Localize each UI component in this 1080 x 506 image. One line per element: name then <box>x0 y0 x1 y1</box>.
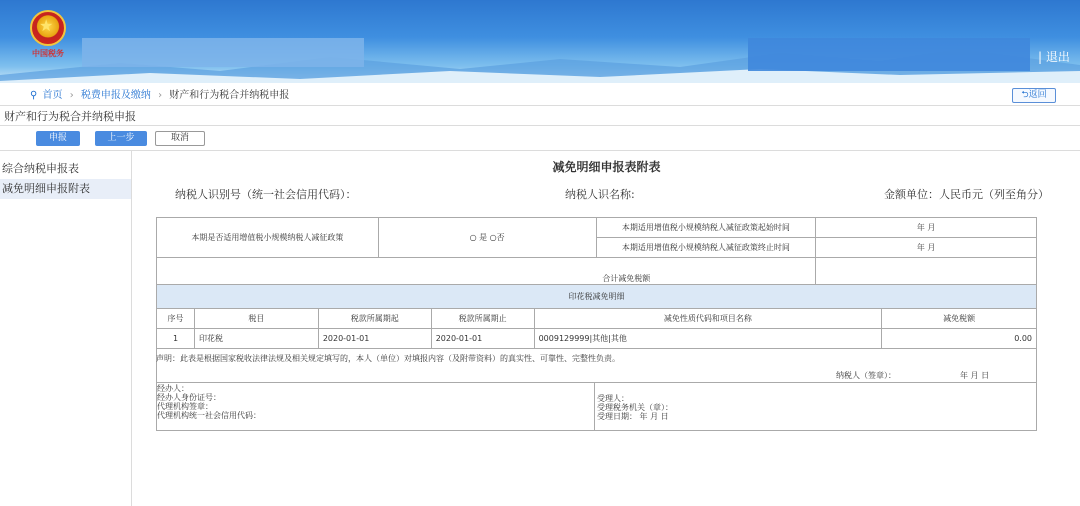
prev-step-button[interactable]: 上一步 <box>95 131 147 146</box>
amount-unit-label: 金额单位：人民币元（列至角分） <box>884 188 1049 201</box>
total-relief-label: 合计减免税额 <box>157 258 816 285</box>
table-cell: 印花税 <box>194 329 318 349</box>
end-time-label: 本期适用增值税小规模纳税人减征政策终止时间 <box>596 238 816 258</box>
section-title: 印花税减免明细 <box>157 285 1037 309</box>
form-title: 减免明细申报表附表 <box>552 160 661 174</box>
agent-line: 代理机构统一社会信用代码： <box>157 411 261 420</box>
sidebar-item-relief-detail[interactable]: 减免明细申报附表 <box>0 179 131 199</box>
breadcrumb <box>0 86 1080 106</box>
taxpayer-sign-label: 纳税人（签章）： <box>836 371 896 380</box>
table-row <box>157 329 1037 349</box>
breadcrumb-level1[interactable]: 税费申报及缴纳 <box>80 90 151 101</box>
emblem-caption: 中国税务 <box>32 49 64 58</box>
breadcrumb-separator: › <box>158 90 163 101</box>
star-icon: ★ <box>39 16 54 35</box>
end-time-value[interactable]: 年 月 <box>816 238 1037 258</box>
site-title-placeholder <box>82 38 364 67</box>
receiver-line: 受理税务机关（章）： <box>597 403 673 412</box>
relief-detail-table <box>156 284 1037 349</box>
location-pin-icon: ⚲ <box>30 90 38 101</box>
col-header-period-end: 税款所属期止 <box>431 309 534 329</box>
col-header-relief-amount: 减免税额 <box>882 309 1037 329</box>
logout-link[interactable]: | 退出 <box>1038 50 1070 64</box>
sidebar <box>0 151 132 506</box>
back-button[interactable] <box>1012 88 1056 103</box>
col-header-no: 序号 <box>157 309 195 329</box>
header-banner <box>0 0 1080 83</box>
taxpayer-id-label: 纳税人识别号（统一社会信用代码）： <box>175 188 357 201</box>
policy-question: 本期是否适用增值税小规模纳税人减征政策 <box>157 218 379 258</box>
page-subtitle: 财产和行为税合并纳税申报 <box>4 110 136 123</box>
col-header-relief-code: 减免性质代码和项目名称 <box>534 309 882 329</box>
table-cell[interactable]: 0009129999|其他|其他 <box>534 329 882 349</box>
policy-table <box>156 217 1037 285</box>
breadcrumb-current: 财产和行为税合并纳税申报 <box>169 90 290 101</box>
table-cell[interactable]: 0.00 <box>882 329 1037 349</box>
policy-radio-group[interactable]: ○ 是 ○否 <box>378 218 596 258</box>
total-relief-value <box>816 258 1037 285</box>
sidebar-item-summary-form[interactable]: 综合纳税申报表 <box>2 162 79 175</box>
table-cell: 2020-01-01 <box>318 329 431 349</box>
receiver-line: 受理人： <box>597 394 629 403</box>
return-arrow-icon: ⮌ <box>1021 90 1029 100</box>
start-time-label: 本期适用增值税小规模纳税人减征政策起始时间 <box>596 218 816 238</box>
sign-date: 年 月 日 <box>960 371 990 380</box>
submit-button[interactable]: 申报 <box>36 131 80 146</box>
col-header-period-start: 税款所属期起 <box>318 309 431 329</box>
receiver-info <box>597 394 673 421</box>
divider <box>0 125 1080 126</box>
agent-line: 经办人身份证号： <box>157 393 221 402</box>
divider <box>0 150 1080 151</box>
agent-line: 经办人： <box>157 384 189 393</box>
agent-line: 代理机构签章： <box>157 402 213 411</box>
receiver-line: 受理日期： 年 月 日 <box>597 412 669 421</box>
col-header-tax-item: 税目 <box>194 309 318 329</box>
breadcrumb-home[interactable]: 首页 <box>42 90 63 101</box>
cancel-button[interactable]: 取消 <box>155 131 205 146</box>
agent-info <box>157 384 261 420</box>
tax-emblem-logo <box>26 10 70 62</box>
back-button-label: 返回 <box>1028 90 1047 100</box>
declaration-text: 声明：此表是根据国家税收法律法规及相关规定填写的，本人（单位）对填报内容（及附带资料）的真实性、可靠性、完整性负责。 <box>156 354 620 363</box>
breadcrumb-separator: › <box>69 90 74 101</box>
user-info-placeholder <box>748 38 1030 71</box>
start-time-value[interactable]: 年 月 <box>816 218 1037 238</box>
table-cell: 2020-01-01 <box>431 329 534 349</box>
table-cell: 1 <box>157 329 195 349</box>
taxpayer-name-label: 纳税人识名称: <box>565 188 635 201</box>
